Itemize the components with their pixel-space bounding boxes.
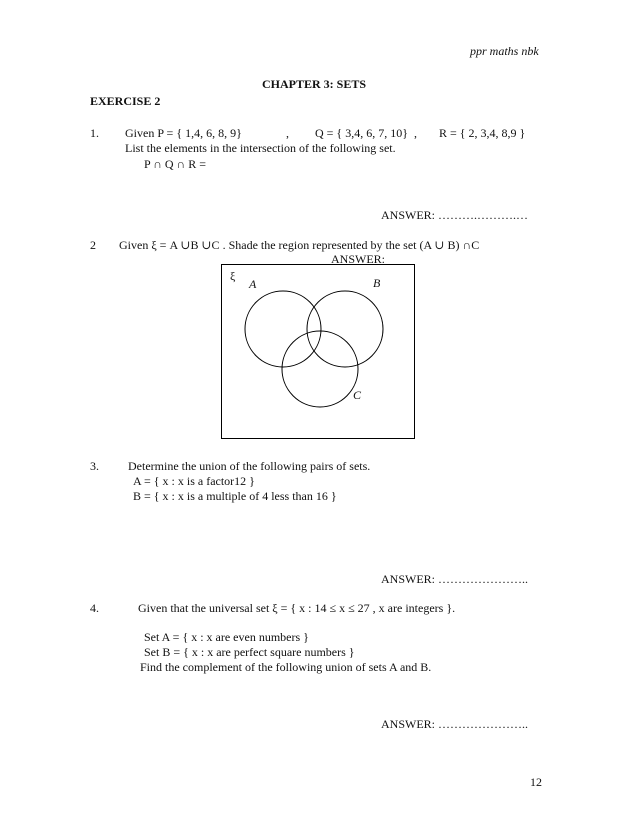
- label-b: B: [373, 276, 381, 290]
- q3-set-b: B = { x : x is a multiple of 4 less than 16 }: [133, 489, 337, 503]
- q2-answer-label: ANSWER:: [331, 252, 385, 266]
- q3-answer-line: ANSWER: …………………..: [381, 572, 528, 586]
- q2-number: 2: [90, 238, 96, 252]
- q3-number: 3.: [90, 459, 99, 473]
- q4-set-a: Set A = { x : x are even numbers }: [144, 630, 309, 644]
- q4-number: 4.: [90, 601, 99, 615]
- q4-text: Given that the universal set ξ = { x : 14 ≤ x ≤ 27 , x are integers }.: [138, 601, 456, 615]
- page-number: 12: [530, 775, 542, 789]
- q1-answer-line: ANSWER: ……….……….…: [381, 208, 528, 222]
- label-c: C: [353, 388, 362, 402]
- q1-separator-1: ,: [286, 126, 289, 140]
- circle-b: [307, 291, 383, 367]
- q3-set-a: A = { x : x is a factor12 }: [133, 474, 255, 488]
- chapter-title: CHAPTER 3: SETS: [262, 77, 367, 91]
- label-a: A: [249, 277, 257, 291]
- q4-answer-line: ANSWER: …………………..: [381, 717, 528, 731]
- q4-set-b: Set B = { x : x are perfect square numbers }: [144, 645, 355, 659]
- venn-diagram[interactable]: [221, 264, 415, 439]
- header-tag: ppr maths nbk: [470, 44, 539, 58]
- q1-separator-2: ,: [414, 126, 417, 140]
- q1-number: 1.: [90, 126, 99, 140]
- circle-c: [282, 331, 358, 407]
- universal-symbol: ξ: [230, 269, 236, 283]
- q4-instruction: Find the complement of the following union of sets A and B.: [140, 660, 432, 674]
- exercise-heading: EXERCISE 2: [90, 94, 161, 108]
- q1-expression: P ∩ Q ∩ R =: [144, 157, 206, 171]
- q1-given-p: Given P = { 1,4, 6, 8, 9}: [125, 126, 242, 140]
- q1-set-q: Q = { 3,4, 6, 7, 10}: [315, 126, 408, 140]
- q2-text: Given ξ = A ∪B ∪C . Shade the region represented by the set (A ∪ B) ∩C: [119, 238, 480, 252]
- q1-set-r: R = { 2, 3,4, 8,9 }: [439, 126, 526, 140]
- circle-a: [245, 291, 321, 367]
- q3-text: Determine the union of the following pairs of sets.: [128, 459, 371, 473]
- q1-instruction: List the elements in the intersection of the following set.: [125, 141, 396, 155]
